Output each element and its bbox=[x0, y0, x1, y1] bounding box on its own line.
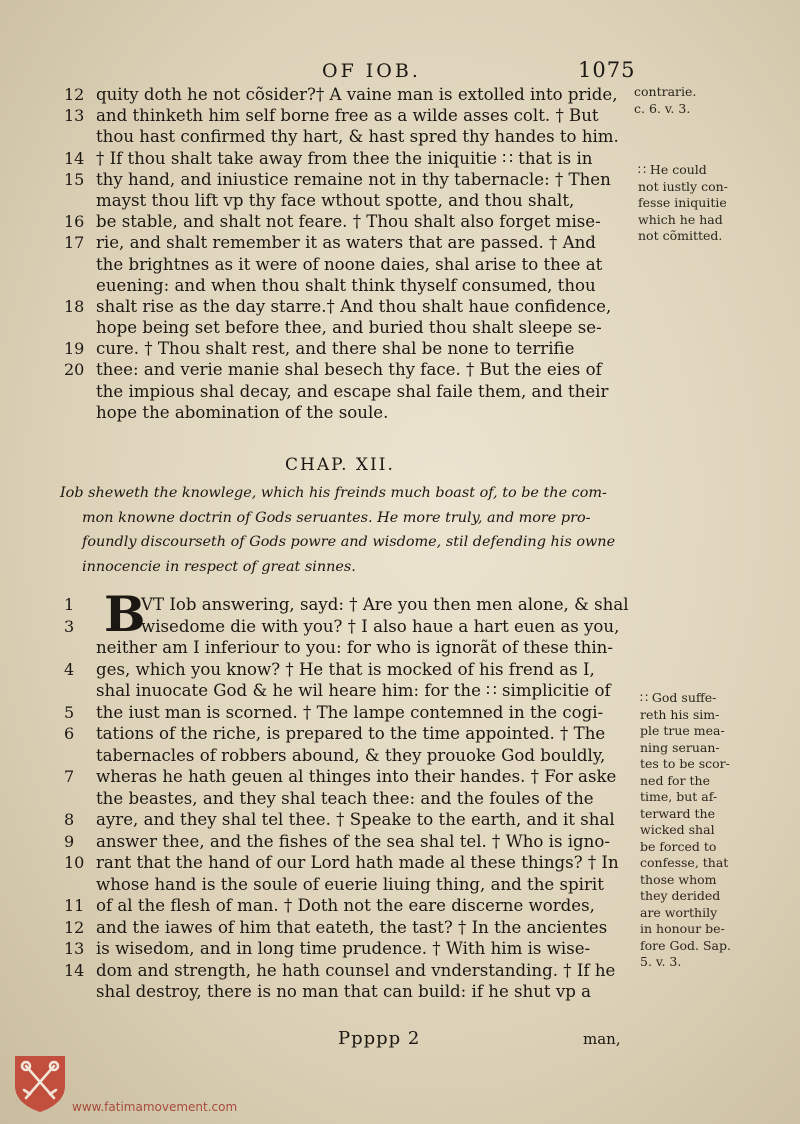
verse-number: 14 bbox=[64, 148, 85, 168]
margin-note-line: in honour be- bbox=[640, 921, 725, 936]
text-line bbox=[68, 190, 640, 211]
verse-number: 5 bbox=[64, 702, 75, 722]
line-text: neither am I inferiour to you: for who is ignorãt of these thin- bbox=[96, 638, 613, 657]
margin-note-line: ning seruan- bbox=[640, 739, 720, 755]
margin-note-line: contrarie. bbox=[634, 84, 697, 99]
source-watermark: www.fatimamovement.com bbox=[72, 1100, 238, 1114]
line-text: † If thou shalt take away from thee the iniquitie ∷ that is in bbox=[96, 148, 593, 168]
line-text: cure. † Thou shalt rest, and there shal be none to terrifie bbox=[96, 339, 575, 359]
line-text: euening: and when thou shalt think thyself consumed, thou bbox=[96, 275, 596, 295]
verse-number: 11 bbox=[64, 896, 85, 915]
line-text: rie, and shalt remember it as waters that are passed. † And bbox=[96, 233, 596, 253]
line-text: thou hast confirmed thy hart, & hast spred thy handes to him. bbox=[96, 127, 619, 147]
verse-number: 13 bbox=[64, 939, 85, 958]
text-line bbox=[64, 169, 640, 190]
page-footer bbox=[0, 1028, 800, 1052]
line-text: the impious shal decay, and escape shal faile them, and their bbox=[96, 381, 609, 401]
margin-note-line: 5. v. 3. bbox=[640, 954, 682, 969]
chapter-argument bbox=[60, 481, 645, 579]
verse-number: 13 bbox=[64, 106, 85, 126]
verse-number: 15 bbox=[64, 169, 85, 189]
line-text: shal destroy, there is no man that can build: if he shut vp a bbox=[96, 982, 592, 1001]
margin-note-line: they derided bbox=[640, 888, 721, 903]
text-line bbox=[64, 659, 640, 681]
crossed-keys-shield-icon bbox=[12, 1052, 68, 1114]
argument-line: foundly discourseth of Gods powre and wisdome, stil defending his owne bbox=[82, 534, 616, 550]
argument-line: mon knowne doctrin of Gods seruantes. He more truly, and more pro- bbox=[82, 509, 591, 526]
margin-note-line: fesse iniquitie bbox=[638, 195, 727, 210]
margin-note-line: not iustly con- bbox=[638, 178, 728, 194]
text-line bbox=[68, 402, 640, 423]
verse-number: 14 bbox=[64, 960, 85, 980]
margin-note-line: ple true mea- bbox=[640, 723, 725, 738]
margin-note-line: c. 6. v. 3. bbox=[634, 100, 691, 116]
line-text: and thinketh him self borne free as a wilde asses colt. † But bbox=[96, 106, 599, 126]
verse-number: 12 bbox=[64, 917, 85, 937]
chapter-heading: CHAP. XII. bbox=[285, 455, 395, 475]
verse-number: 19 bbox=[64, 339, 85, 359]
verse-number: 18 bbox=[64, 296, 85, 316]
text-line bbox=[64, 105, 640, 126]
margin-note-iniquitie bbox=[638, 162, 728, 245]
text-line bbox=[64, 616, 640, 638]
text-line bbox=[64, 296, 640, 317]
margin-note-line: ned for the bbox=[640, 772, 710, 788]
argument-line: innocencie in respect of great sinnes. bbox=[82, 558, 356, 575]
text-line bbox=[68, 381, 640, 402]
margin-note-line: tes to be scor- bbox=[640, 756, 730, 771]
text-line bbox=[64, 232, 640, 253]
line-text: ges, which you know? † He that is mocked of his frend as I, bbox=[96, 659, 595, 679]
text-line bbox=[64, 148, 640, 169]
line-text: rant that the hand of our Lord hath made al these things? † In bbox=[96, 853, 619, 872]
line-text: quity doth he not cõsider?† A vaine man is extolled into pride, bbox=[96, 85, 618, 104]
argument-line: Iob sheweth the knowlege, which his freinds much boast of, to be the com- bbox=[60, 485, 607, 501]
text-line bbox=[68, 874, 640, 896]
text-line bbox=[64, 938, 640, 960]
line-text: hope being set before thee, and buried thou shalt sleepe se- bbox=[96, 318, 602, 338]
verse-number: 7 bbox=[64, 767, 75, 786]
verse-number: 16 bbox=[64, 212, 85, 232]
line-text: wisedome die with you? † I also haue a hart euen as you, bbox=[141, 616, 620, 636]
verse-number: 20 bbox=[64, 360, 85, 380]
line-text: thy hand, and iniustice remaine not in thy tabernacle: † Then bbox=[96, 169, 611, 189]
running-title: OF IOB. bbox=[322, 60, 421, 82]
text-line bbox=[64, 359, 640, 380]
text-line bbox=[68, 317, 640, 338]
margin-note-line: which he had bbox=[638, 211, 723, 227]
line-text: dom and strength, he hath counsel and vnderstanding. † If he bbox=[96, 960, 616, 980]
line-text: of al the flesh of man. † Doth not the eare discerne wordes, bbox=[96, 896, 595, 915]
line-text: thee: and verie manie shal besech thy face. † But the eies of bbox=[96, 360, 602, 380]
line-text: hope the abomination of the soule. bbox=[96, 402, 389, 422]
line-text: and the iawes of him that eateth, the tast? † In the ancientes bbox=[96, 917, 608, 937]
text-line bbox=[64, 895, 640, 917]
text-line bbox=[64, 723, 640, 745]
line-text: wheras he hath geuen al thinges into their handes. † For aske bbox=[96, 767, 617, 786]
margin-note-line: fore God. Sap. bbox=[640, 937, 731, 953]
line-text: be stable, and shalt not feare. † Thou shalt also forget mise- bbox=[96, 212, 601, 232]
text-line bbox=[68, 680, 640, 702]
line-text: tabernacles of robbers abound, & they prouoke God bouldly, bbox=[96, 745, 606, 765]
margin-note-line: confesse, that bbox=[640, 855, 729, 870]
margin-note-line: not cõmitted. bbox=[638, 228, 723, 243]
drop-cap: B bbox=[104, 585, 146, 643]
margin-note-line: ∷ God suffe- bbox=[640, 690, 717, 705]
catchword: man, bbox=[583, 1030, 621, 1048]
text-line bbox=[64, 917, 640, 939]
margin-note-line: are worthily bbox=[640, 904, 718, 920]
text-line bbox=[64, 211, 640, 232]
verse-number: 4 bbox=[64, 659, 75, 679]
page-number: 1075 bbox=[578, 58, 636, 82]
verse-number: 10 bbox=[64, 853, 85, 872]
margin-note-line: reth his sim- bbox=[640, 706, 720, 722]
margin-note-line: terward the bbox=[640, 805, 715, 821]
margin-note-line: ∷ He could bbox=[638, 162, 707, 177]
text-line bbox=[68, 126, 640, 147]
verse-number: 9 bbox=[64, 831, 75, 851]
line-text: shalt rise as the day starre.† And thou shalt haue confidence, bbox=[96, 296, 612, 316]
body-text-block-1 bbox=[64, 84, 640, 423]
text-line bbox=[68, 254, 640, 275]
text-line bbox=[64, 338, 640, 359]
line-text: answer thee, and the fishes of the sea shal tel. † Who is igno- bbox=[96, 831, 610, 851]
text-line bbox=[68, 637, 640, 659]
text-line bbox=[64, 852, 640, 874]
line-text: mayst thou lift vp thy face wthout spotte, and thou shalt, bbox=[96, 190, 575, 210]
margin-note-cross-reference bbox=[634, 84, 696, 117]
line-text: ayre, and they shal tel thee. † Speake to the earth, and it shal bbox=[96, 810, 615, 829]
verse-number: 3 bbox=[64, 616, 75, 636]
margin-note-simplicitie bbox=[640, 690, 731, 971]
body-text-block-2 bbox=[64, 585, 640, 1003]
margin-note-line: wicked shal bbox=[640, 822, 715, 837]
line-text: is wisedom, and in long time prudence. † With him is wise- bbox=[96, 939, 591, 958]
line-text: the beastes, and they shal teach thee: and the foules of the bbox=[96, 788, 594, 808]
verse-number: 1 bbox=[64, 595, 75, 614]
line-text: whose hand is the soule of euerie liuing thing, and the spirit bbox=[96, 874, 604, 894]
text-line bbox=[64, 766, 640, 788]
verse-number: 12 bbox=[64, 85, 85, 104]
line-text: VT Iob answering, sayd: † Are you then men alone, & shal bbox=[141, 595, 629, 614]
line-text: the brightnes as it were of noone daies, shal arise to thee at bbox=[96, 254, 603, 274]
signature-mark: Ppppp 2 bbox=[338, 1028, 421, 1049]
margin-note-line: time, but af- bbox=[640, 789, 718, 804]
verse-number: 6 bbox=[64, 724, 75, 743]
margin-note-line: those whom bbox=[640, 871, 717, 887]
text-line bbox=[68, 788, 640, 810]
verse-number: 8 bbox=[64, 810, 75, 829]
text-line bbox=[64, 960, 640, 982]
verse-number: 17 bbox=[64, 233, 85, 253]
text-line bbox=[64, 84, 640, 105]
text-line bbox=[64, 809, 640, 831]
text-line bbox=[68, 275, 640, 296]
line-text: shal inuocate God & he wil heare him: for the ∷ simplicitie of bbox=[96, 681, 611, 700]
text-line bbox=[64, 831, 640, 853]
line-text: the iust man is scorned. † The lampe contemned in the cogi- bbox=[96, 702, 604, 722]
text-line bbox=[64, 702, 640, 724]
margin-note-line: be forced to bbox=[640, 838, 717, 854]
line-text: tations of the riche, is prepared to the time appointed. † The bbox=[96, 724, 606, 743]
text-line bbox=[68, 745, 640, 767]
text-line bbox=[68, 981, 640, 1003]
